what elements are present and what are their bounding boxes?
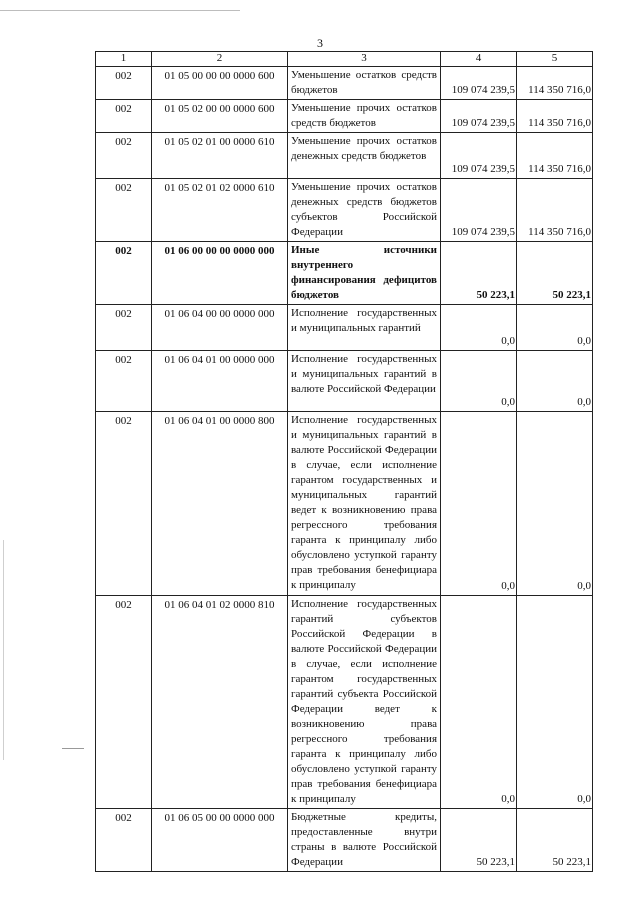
column-header: 5	[517, 52, 593, 67]
admin-code-cell: 002	[96, 67, 152, 100]
amount-cell: 50 223,1	[441, 809, 517, 872]
admin-code-cell: 002	[96, 305, 152, 351]
source-name-cell: Уменьшение прочих остатков денежных средств бюджетов	[288, 133, 441, 179]
kbk-code-cell: 01 05 00 00 00 0000 600	[152, 67, 288, 100]
kbk-code-cell: 01 06 00 00 00 0000 000	[152, 242, 288, 305]
kbk-code-cell: 01 06 04 01 02 0000 810	[152, 596, 288, 809]
amount-cell: 0,0	[517, 305, 593, 351]
admin-code-cell: 002	[96, 133, 152, 179]
amount-cell: 0,0	[517, 596, 593, 809]
table-row	[96, 351, 593, 412]
amount-cell: 0,0	[517, 412, 593, 596]
admin-code-cell: 002	[96, 596, 152, 809]
amount-cell: 0,0	[441, 351, 517, 412]
kbk-code-cell: 01 06 04 00 00 0000 000	[152, 305, 288, 351]
column-header: 2	[152, 52, 288, 67]
amount-cell: 109 074 239,5	[441, 179, 517, 242]
source-name-cell: Исполнение государственных и муниципальных гарантий	[288, 305, 441, 351]
amount-cell: 109 074 239,5	[441, 67, 517, 100]
admin-code-cell: 002	[96, 100, 152, 133]
source-name-cell: Уменьшение остатков средств бюджетов	[288, 67, 441, 100]
budget-sources-table	[95, 51, 593, 872]
table-row	[96, 133, 593, 179]
amount-cell: 109 074 239,5	[441, 133, 517, 179]
page-number: 3	[317, 36, 323, 50]
amount-cell: 0,0	[441, 596, 517, 809]
kbk-code-cell: 01 06 04 01 00 0000 000	[152, 351, 288, 412]
amount-cell: 50 223,1	[517, 809, 593, 872]
table-row	[96, 242, 593, 305]
scan-line-left	[3, 540, 4, 760]
amount-cell: 114 350 716,0	[517, 100, 593, 133]
kbk-code-cell: 01 05 02 01 00 0000 610	[152, 133, 288, 179]
scan-line-top	[0, 10, 240, 11]
amount-cell: 0,0	[441, 412, 517, 596]
amount-cell: 50 223,1	[441, 242, 517, 305]
source-name-cell: Исполнение государственных и муниципальных гарантий в валюте Российской Федерации	[288, 351, 441, 412]
column-header: 4	[441, 52, 517, 67]
table-row	[96, 809, 593, 872]
column-header: 3	[288, 52, 441, 67]
admin-code-cell: 002	[96, 809, 152, 872]
table-row	[96, 179, 593, 242]
column-header: 1	[96, 52, 152, 67]
source-name-cell: Исполнение государственных гарантий субъектов Российской Федерации в валюте Российской Федерации в случае, если исполнение гарантом государственных гарантий субъекта Российской Федерации ведет к возникновению права регрессного требования гаранта к принципалу либо обусловлено уступкой гаранту прав требования бенефициара к принципалу	[288, 596, 441, 809]
kbk-code-cell: 01 05 02 00 00 0000 600	[152, 100, 288, 133]
table-row	[96, 305, 593, 351]
scan-mark-left	[62, 748, 84, 749]
table-row	[96, 100, 593, 133]
amount-cell: 0,0	[441, 305, 517, 351]
source-name-cell: Бюджетные кредиты, предоставленные внутри страны в валюте Российской Федерации	[288, 809, 441, 872]
amount-cell: 114 350 716,0	[517, 133, 593, 179]
amount-cell: 114 350 716,0	[517, 67, 593, 100]
table-header-row	[96, 52, 593, 67]
admin-code-cell: 002	[96, 179, 152, 242]
kbk-code-cell: 01 05 02 01 02 0000 610	[152, 179, 288, 242]
source-name-cell: Уменьшение прочих остатков средств бюджетов	[288, 100, 441, 133]
admin-code-cell: 002	[96, 412, 152, 596]
admin-code-cell: 002	[96, 351, 152, 412]
kbk-code-cell: 01 06 05 00 00 0000 000	[152, 809, 288, 872]
table-row	[96, 67, 593, 100]
amount-cell: 50 223,1	[517, 242, 593, 305]
amount-cell: 109 074 239,5	[441, 100, 517, 133]
amount-cell: 0,0	[517, 351, 593, 412]
kbk-code-cell: 01 06 04 01 00 0000 800	[152, 412, 288, 596]
source-name-cell: Уменьшение прочих остатков денежных средств бюджетов субъектов Российской Федерации	[288, 179, 441, 242]
admin-code-cell: 002	[96, 242, 152, 305]
table-row	[96, 596, 593, 809]
table-row	[96, 412, 593, 596]
source-name-cell: Исполнение государственных и муниципальных гарантий в валюте Российской Федерации в случае, если исполнение гарантом государственных и муниципальных гарантий ведет к возникновению права регрессного требования гаранта к принципалу либо обусловлено уступкой гаранту прав требования бенефициара к принципалу	[288, 412, 441, 596]
amount-cell: 114 350 716,0	[517, 179, 593, 242]
source-name-cell: Иные источники внутреннего финансирования дефицитов бюджетов	[288, 242, 441, 305]
